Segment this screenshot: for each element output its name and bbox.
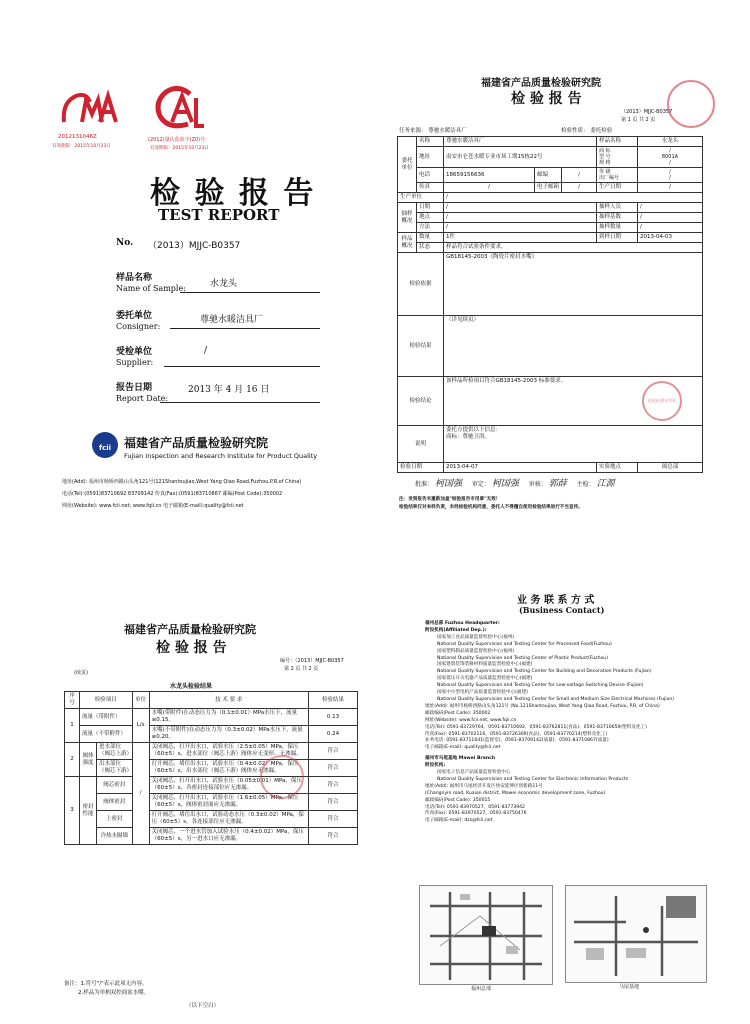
row-group: 阀体强度 [80,743,97,777]
p2-report-no: （2013）MJJC-B0357 [621,109,673,115]
p2-title: 检 验 报 告 [511,91,582,107]
state-label: 状态 [417,243,444,253]
cma-logo [60,88,118,128]
row-unit: L/s [132,709,149,743]
qty-label: 抽样数量 [597,223,638,233]
cover-title-en: TEST REPORT [158,206,280,224]
cal-logo [150,84,206,132]
addr-label: 地址 [417,147,444,168]
date-underline [160,402,320,403]
basis-label: 检验依据 [398,253,444,316]
row-no: 3 [65,777,80,845]
date-label-en: Report Date: [116,394,169,403]
conclusion-cell [444,377,703,426]
row-req: 关闭阀芯，打开出水口，试验水压（2.5±0.05）MPa，保压（60±5）s，进水部位（阀芯上游）阀体应无变形、无渗漏。 [149,743,308,760]
sampler-value: / [638,203,703,213]
supplier-label-en: Supplier: [116,358,154,367]
approve-label: 批准： [415,481,434,488]
row-item: 阀体密封 [97,794,133,811]
p2-task [399,126,467,134]
grade-factory-values [638,168,703,183]
p2-page-no: 第 1 页 共 2 页 [621,117,656,123]
brand-value: / [669,148,671,154]
sampling-date-value: / [444,203,597,213]
product-value: 水龙头 [638,137,703,147]
note-line-1: 委托方提供以下信息： [446,427,502,433]
p3-blank: （以下空白） [186,1003,220,1009]
report-page-2 [60,605,365,1015]
cover-web: 网址(Website): www.fcii.net; www.fqii.cn 电子邮箱(E-mail):quality@fcii.net [62,503,244,509]
branch-mail: 电子邮箱(E-mail): dzs@fcii.net [425,818,493,824]
conclusion-label: 检验结论 [398,377,444,426]
sample-label-cn: 样品名称 [116,273,153,283]
sampling-label: 抽样概况 [398,203,417,233]
header-unit: 单位 [132,692,149,709]
grade-label: 等 级 [599,169,611,175]
row-no: 2 [65,743,80,777]
footnote-1: 注：发到报告未重新加盖"检验报告专用章"无效！ [399,497,501,502]
dep-line: National Quality Supervision and Testing Center for Low-voltage Switching Device (Fujian) [437,683,644,689]
note-cell [444,426,703,463]
period-value: 2013-04-07 [444,463,597,473]
institute-logo [92,432,118,458]
p2-type [561,126,612,134]
factory-no-value: / [669,175,671,181]
report-page-1 [385,40,750,560]
hq-affiliated: 附设机构(Affiliated Dep.): [425,627,487,633]
business-contact-page [405,585,750,1015]
count-value: 1件 [444,233,597,243]
row-result: 符合 [309,777,358,794]
brand-model-values [638,147,703,168]
site-value: / [444,213,597,223]
institute-name-cn: 福建省产品质量检验研究院 [124,436,269,450]
row-result: 符合 [309,828,358,845]
results-stamp [260,755,304,799]
table-row [65,828,358,845]
row-req: 打开阀芯，堵住出水口，试验动态水压（0.3±0.02）MPa，保压（60±5）s，各连接部位应无渗漏。 [149,811,308,828]
row-req: 水嘴(带附件)在动态压力为（0.1±0.01）MPa水压下，流量≤0.15。 [149,709,308,726]
table-row [65,709,358,726]
state-value: 样品符合试验条件要求。 [444,243,703,253]
branch-map [565,885,707,983]
conclusion-stamp [642,381,682,421]
hq-tel: 电话(Tel): 0591-83729764、0591-83710692、0591-83762811(食品)、0591-83710659(塑料及化工) [425,724,647,730]
row-item: 上密封 [97,811,133,828]
sampler-label: 抽样人员 [597,203,638,213]
row-item: 出水部位（阀芯下游） [97,760,133,777]
sample-label-en: Name of Sample: [116,284,186,293]
grade-value: / [669,169,671,175]
row-result: 符合 [309,760,358,777]
dep-line: 国家塑料制品质量监督检验中心(福州) [437,648,515,654]
dep-line: 国家建筑装饰装修材料质量监督检验中心(福建) [437,662,533,668]
hq-web: 网址(Website): www.fcii.net; www.fqii.cn [425,717,517,723]
base-value: / [638,213,703,223]
result-value: （详见续页） [444,316,703,377]
p2-institute: 福建省产品质量检验研究院 [481,78,601,89]
branch-line: 国家电子信息产品质量监督检验中心 [437,770,511,776]
cover-address: 地址(Add): 福州市杨桥西路山头角121号(121Shantoujiao,West Yang Qiao Road,Fuzhou,P.R.of China) [62,479,302,485]
brand-model-labels [597,147,638,168]
table-row [65,743,358,760]
row-req: 水嘴(不带附件)在动态压力为（0.3±0.02）MPa水压下，流量≥0.20。 [149,726,308,743]
task-value: 尊驰水暖洁具厂 [428,128,467,134]
arrive-label: 到样日期 [597,233,638,243]
cal-cert: (2012)量认监验字(Z0)号 [148,137,206,143]
sample-underline [180,292,320,293]
row-req: 关闭阀芯，一个进水管加入试验水压（0.4±0.02）MPa，保压（60±5）s，另一进水口应无渗漏。 [149,828,308,845]
sig-main: 江源 [596,479,615,489]
main-check-label: 主检： [576,481,595,488]
sample-value: 水龙头 [210,279,238,289]
hq-biz: 业务电话: 0591-83711641(监督室)、0591-83709142(质量)、0591-83710867(质量) [425,738,609,744]
p3-cont: (续页) [74,670,88,676]
report-no-value: （2013）MJJC-B0357 [148,241,241,251]
p3-note-2: 2.样品为单柄双控面盆水嘴。 [78,990,150,996]
factory-no-label: 出厂编号 [599,175,620,181]
header-req: 技 术 要 求 [149,692,308,709]
email-label: 电子邮箱 [535,183,562,193]
row-item: 阀芯密封 [97,777,133,794]
grade-factory-labels [597,168,638,183]
row-req: 打开阀芯，堵住出水口，试验水压（0.4±0.02）MPa，保压（60±5）s，出水部位（阀芯下游）阀体应无渗漏。 [149,760,308,777]
sig-review: 柯国强 [491,479,519,489]
dep-line: National Quality Supervision and Testing Center of Plastic Product(Fuzhou) [437,655,608,661]
type-label: 检验性质： [561,128,589,134]
spec-label: 规 格 [599,160,611,166]
branch-address: 地址(Add): 福州市马尾经济开发区快安延伸区创新路11号 [425,783,543,789]
check-label: 审核： [528,481,547,488]
phone-value: 18659156636 [444,168,535,183]
prod-date-value: / [638,183,703,193]
method-label: 方法 [417,223,444,233]
cover-page [0,0,375,560]
sample-info-label: 样品概况 [398,233,417,253]
p3-institute: 福建省产品质量检验研究院 [124,623,256,636]
results-table [64,691,358,845]
hq-post: 邮政编码(Post Code): 350002 [425,710,491,716]
table-row [65,726,358,743]
phone-label: 电话 [417,168,444,183]
branch-affiliated: 附设机构: [425,763,446,769]
dep-line: National Quality Supervision and Testing Center for Small and Medium Size Electrical Machines (Fujian) [437,696,675,702]
sampling-date-label: 日期 [417,203,444,213]
sig-check: 郭薛 [548,479,567,489]
table-row [65,777,358,794]
p2-main-table [397,136,703,473]
hq-title: 福州总部 Fuzhou Headquarter: [425,621,500,626]
branch-fax: 传真(Fax): 0591-83970527、0591-83750476 [425,811,527,817]
lab-label: 实验地点 [597,463,638,473]
row-item: 流量（带附件） [80,709,133,726]
table-row [65,760,358,777]
method-value: / [444,223,597,233]
table-row [65,794,358,811]
p3-page-no: 第 2 页 共 2 页 [284,666,319,672]
consign-label: 委托单位 [398,137,417,193]
model-value: 8001A [661,154,679,160]
hq-map [419,885,553,985]
base-label: 抽样基数 [597,213,638,223]
branch-tel: 电话(Tel): 0591-83970527、0591-83773942 [425,804,525,810]
row-result: 0.13 [309,709,358,726]
row-item: 冷热水隔墙 [97,828,133,845]
footnote-2: 检验结果仅对来样负责，未经检验机构同意，委托人不得擅自使用检验结果进行不当宣传。 [399,505,583,510]
header-no: 序号 [65,692,80,709]
supplier-value: / [204,346,208,356]
row-no: 1 [65,709,80,743]
arrive-value: 2013-04-03 [638,233,703,243]
name-value: 尊驰水暖洁具厂 [444,137,597,147]
maker-value: / [444,193,703,203]
row-result: 0.24 [309,726,358,743]
consigner-value: 尊驰水暖洁具厂 [200,315,264,325]
signature-row [415,476,615,489]
hq-block [425,621,745,825]
supplier-underline [164,366,320,367]
row-group: 密封性能 [80,777,97,845]
post-label: 邮编 [535,168,562,183]
row-result: 符合 [309,811,358,828]
model-label: 型 号 [599,154,611,160]
header-item: 检验项目 [80,692,133,709]
contact-title-cn: 业 务 联 系 方 式 [517,595,595,606]
note-label: 说明 [398,426,444,463]
cma-cert: 2012131046Z [58,134,97,140]
fax-label: 传真 [417,183,444,193]
p3-note-1: 备注：1.符号"/"表示此项无内容。 [64,981,148,987]
dep-line: National Quality Supervision and Testing Center for Processed Food(Fuzhou) [437,641,612,647]
qty-value: / [638,223,703,233]
date-value: 2013 年 4 月 16 日 [188,385,270,395]
result-label: 检验结果 [398,316,444,377]
review-label: 审定： [471,481,490,488]
p3-report-no: 编号：（2013）MJJC-B0357 [280,658,344,664]
cover-tel: 电话(Tel):(0591)83710692 83709142 传真(Fax):(0591)83710867 邮编(Post Code):350002 [62,491,283,497]
supplier-label-cn: 受检单位 [116,347,153,357]
hq-mail: 电子邮箱(E-mail): quality@fcii.net [425,745,501,751]
product-label: 样品名称 [597,137,638,147]
cma-valid: 有效期限：2015年10月23日 [52,144,111,149]
p3-table-title: 水龙头检验结果 [170,683,213,690]
dep-line: National Quality Supervision and Testing Center for Building and Decoration Products (Fujian) [437,669,652,675]
table-row [65,811,358,828]
task-label: 任务来源： [399,128,427,134]
fax-value: / [444,183,535,193]
results-header-row [65,692,358,709]
brand-label: 商 标 [599,148,611,154]
row-result: 符合 [309,743,358,760]
hq-fax: 传真(Fax): 0591-83702116、0591-83726309(食品)、0591-83770214(塑料及化工) [425,731,608,737]
count-label: 数量 [417,233,444,243]
email-value: / [562,183,597,193]
sig-approve: 柯国强 [434,479,462,489]
hq-map-label: 福州总部 [471,986,492,992]
post-value: / [562,168,597,183]
branch-post: 邮政编码(Post Code): 350015 [425,797,491,803]
row-item: 进水部位（阀芯上游） [97,743,133,760]
period-label: 检验日期 [398,463,444,473]
dep-line: 国家中小型电机产品质量监督检验中心(福建) [437,690,528,696]
contact-title-en: (Business Contact) [519,605,605,615]
name-label: 名称 [417,137,444,147]
header-result: 检验结果 [309,692,358,709]
spec-value: / [669,160,671,166]
row-unit: / [132,743,149,845]
institute-name-en: Fujian Inspection and Research Institute for Product Quality [124,452,318,460]
date-label-cn: 报告日期 [116,383,153,393]
branch-line: National Quality Supervision and Testing Center for Electronic Information Products [437,776,629,782]
consigner-label-cn: 委托单位 [116,311,153,321]
row-req: 关闭阀芯，打开出水口，试验水压（1.6±0.05）MPa，保压（60±5）s，阀体密封面应无渗漏。 [149,794,308,811]
top-stamp [667,80,715,128]
branch-title: 福州市马尾基地 Mawei Branch [425,756,496,762]
cal-valid: 有效期限：2015年10月23日 [150,146,209,151]
institute-logo-text: fcii [99,444,111,452]
prod-date-label: 生产日期 [597,183,638,193]
consigner-underline [170,328,320,329]
stamp-text: 检验检测专用章 [648,398,676,403]
site-label: 地点 [417,213,444,223]
row-item: 流量（不带附件） [80,726,133,743]
row-result: 符合 [309,794,358,811]
note-line-2: 商标：尊驰卫浴。 [446,434,491,440]
maker-label: 生产单位 [398,193,444,203]
branch-map-label: 马尾基地 [619,984,640,990]
branch-address-en: (Changnyin road, Kuaian district, Mawei economic development zone, Fuzhou) [425,790,606,796]
report-no-label: No. [116,238,134,248]
hq-address: 地址(Add): 福州市杨桥西路山头角121号 (No.121Shantoujiao, West Yang Qiao Road, Fuzhou, P.R. of China) [425,703,660,709]
lab-value: 闽总部 [638,463,703,473]
row-req: 关闭阀芯，打开出水口，试验水压（0.05±0.01）MPa，保压（60±5）s，各密封连接部位应无渗漏。 [149,777,308,794]
conclusion-value: 该样品所检项目符合GB18145-2003 标准要求。 [446,378,567,384]
addr-value: 南安市仑苍水暖专业市场工期15栋22号 [444,147,597,168]
dep-line: 国家低压开关电器产品质量监督检验中心(福建) [437,676,533,682]
dep-line: 国家加工食品质量监督检验中心(福州) [437,634,515,640]
type-value: 委托检验 [590,128,613,134]
p3-title: 检 验 报 告 [156,640,227,656]
cover-title-cn: 检 验 报 告 [150,176,316,211]
basis-value: GB18145-2003《陶瓷片密封水嘴》 [444,253,703,316]
consigner-label-en: Consigner: [116,322,161,331]
